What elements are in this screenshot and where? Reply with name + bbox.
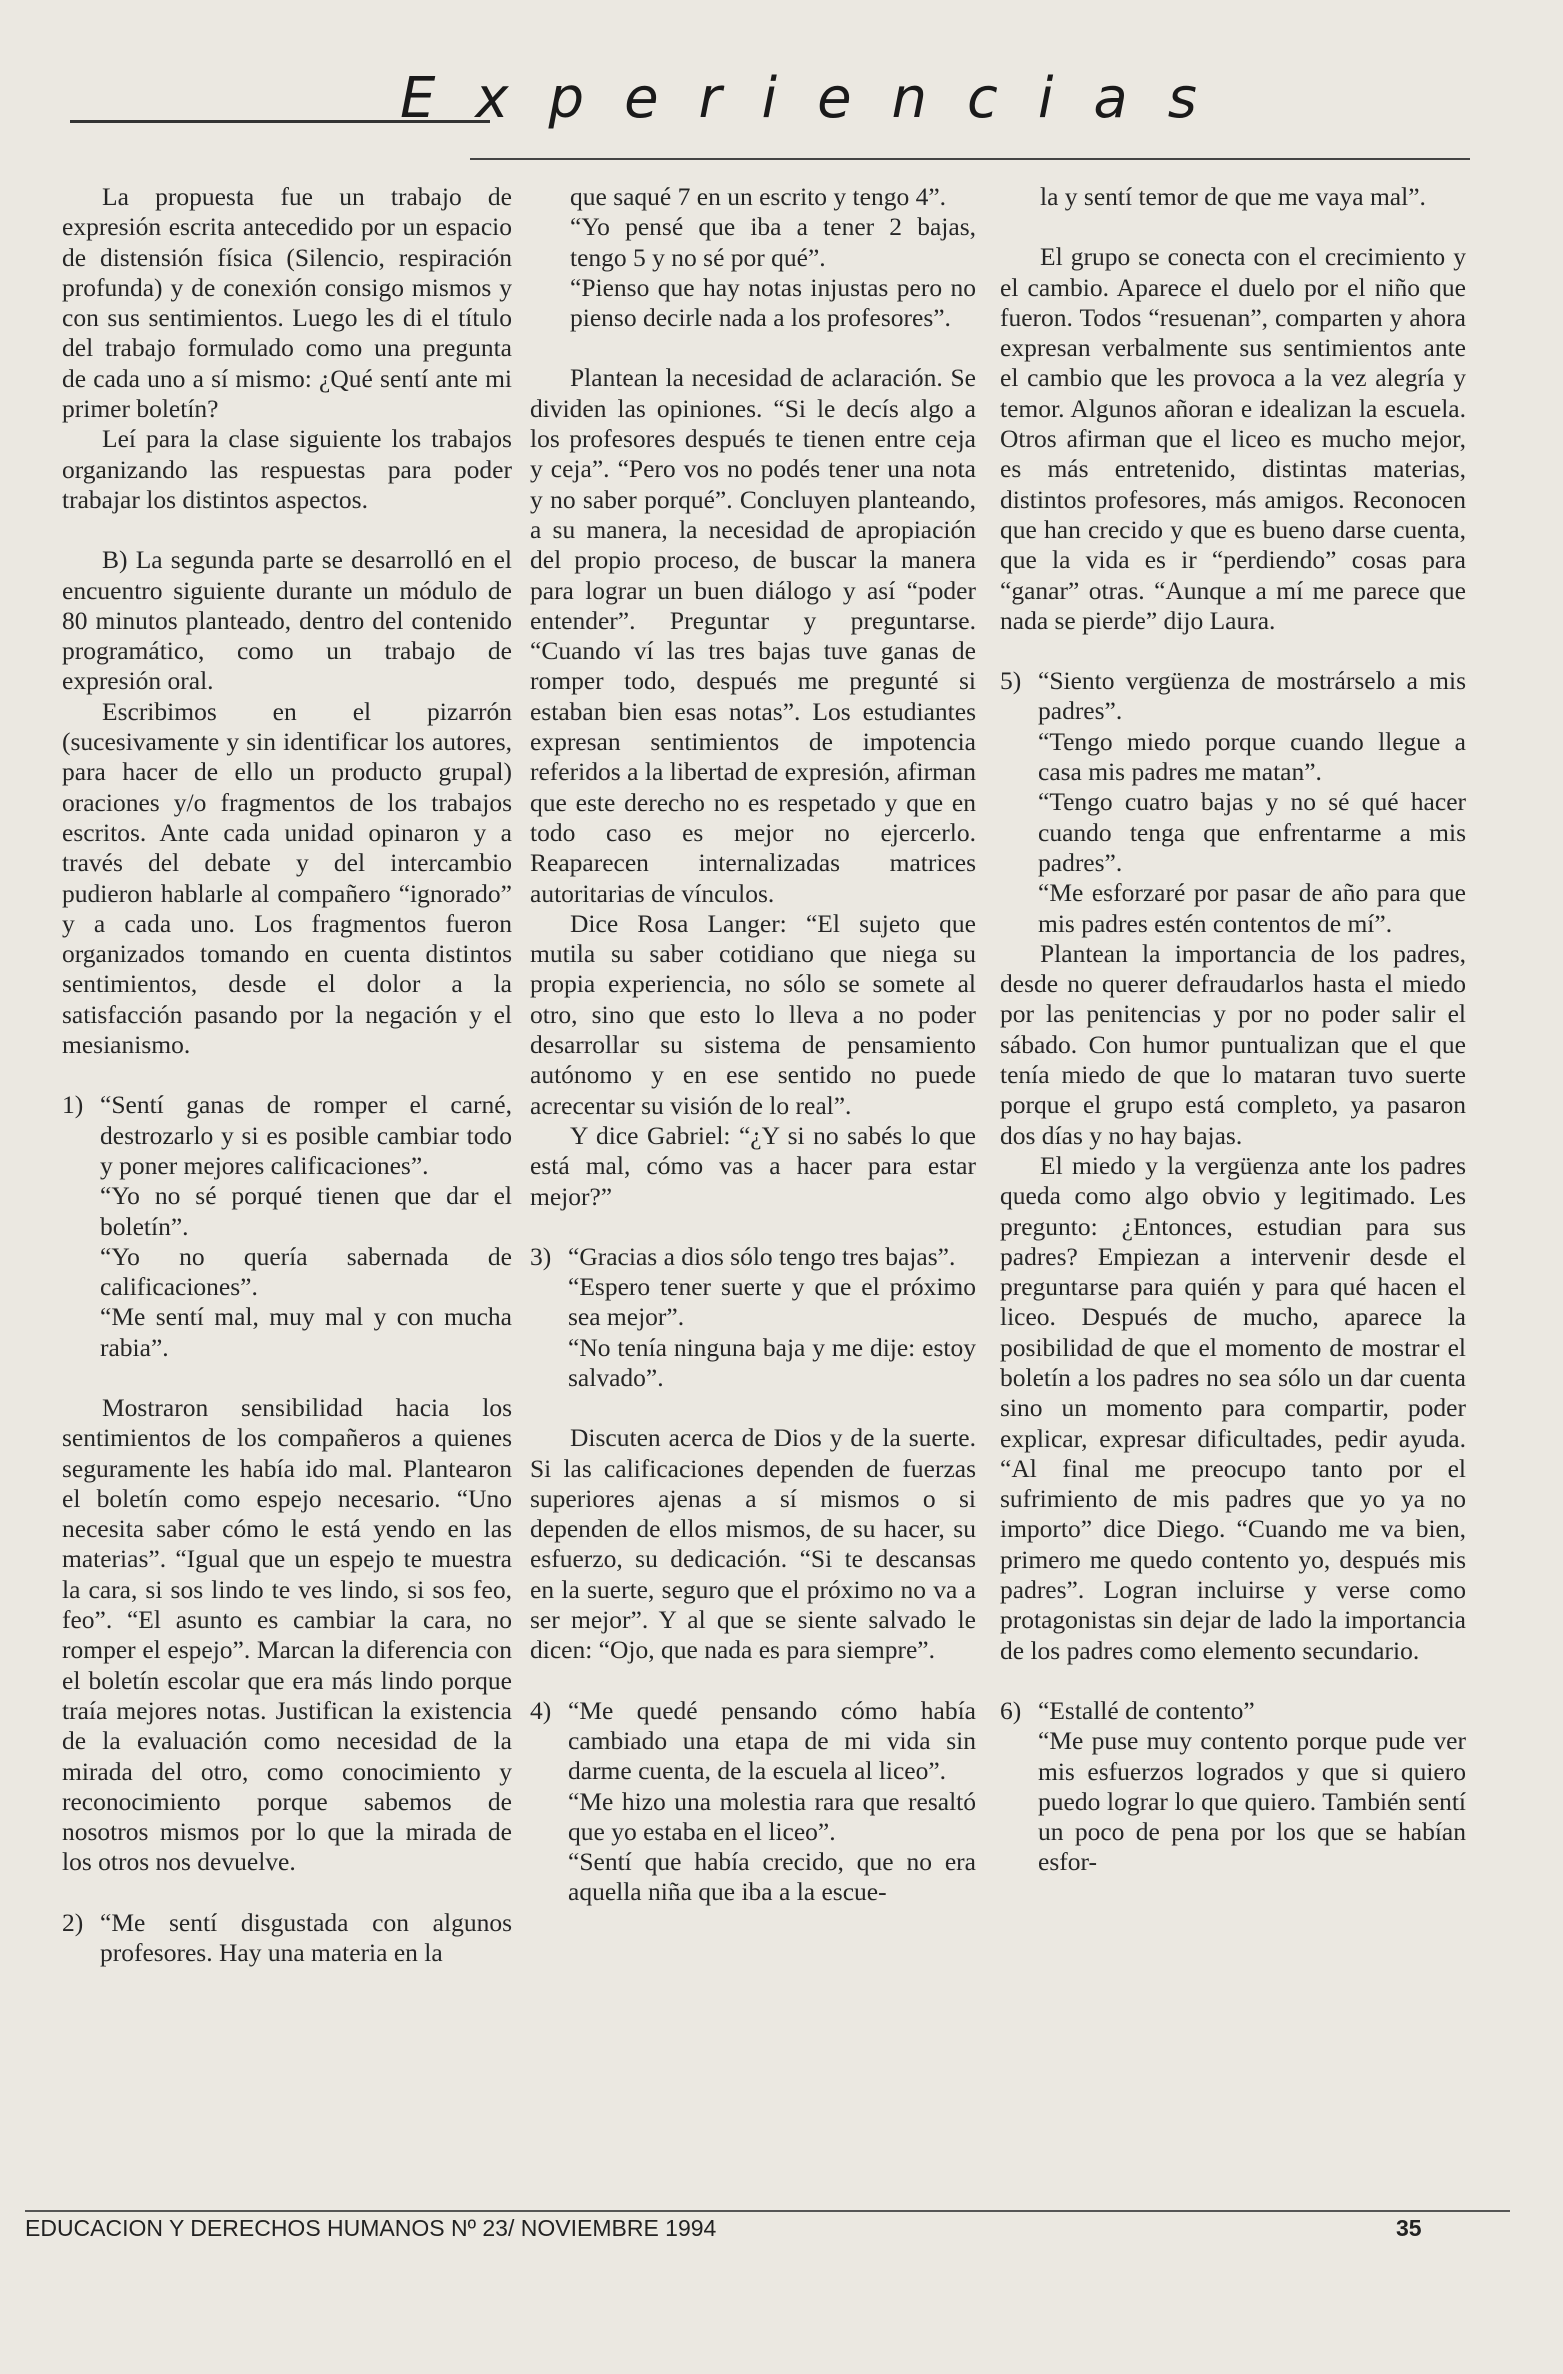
quote: “Tengo cuatro bajas y no sé qué hacer cuando tenga que enfrentarme a mis padres”.	[1038, 787, 1466, 877]
item-number: 4)	[530, 1695, 552, 1725]
page-header	[70, 62, 1470, 172]
paragraph: Mostraron sensibilidad hacia los sentimientos de los compañeros a quienes seguramente les había ido mal. Plantearon el boletín como espejo necesario. “Uno necesita saber cómo le está yendo en las materias”. “Igual que un espejo te muestra la cara, si sos lindo te ves lindo, si sos feo, feo”. “El asunto es cambiar la cara, no romper el espejo”. Marcan la diferencia con el boletín escolar que era más lindo porque traía mejores notas. Justifican la existencia de la evaluación como necesidad de la mirada del otro, como conocimiento y reconocimiento porque sabemos de nosotros mismos por lo que la mirada de los otros nos devuelve.	[62, 1392, 512, 1877]
quote: “Sentí que había crecido, que no era aquella niña que iba a la escue-	[568, 1847, 976, 1907]
quote: “Pienso que hay notas injustas pero no pienso decirle nada a los profesores”.	[570, 272, 976, 333]
paragraph: El grupo se conecta con el crecimiento y el cambio. Aparece el duelo por el niño que fueron. Todos “resuenan”, comparten y ahora expresan verbalmente sus sentimientos ante el cambio que les provoca a la vez alegría y temor. Algunos añoran e idealizan la escuela. Otros afirman que el liceo es mucho mejor, es más entretenido, distintas materias, distintos profesores, más amigos. Reconocen que han crecido y que es bueno darse cuenta, que la vida es ir “perdiendo” cosas para “ganar” otras. “Aunque a mí me parece que nada se pierde” dijo Laura.	[1000, 242, 1466, 635]
list-item-2-continued	[530, 182, 976, 333]
item-number: 5)	[1000, 666, 1022, 696]
quote: “Yo pensé que iba a tener 2 bajas, tengo 5 y no sé por qué”.	[570, 212, 976, 272]
paragraph: El miedo y la vergüenza ante los padres queda como algo obvio y legitimado. Les pregunto: ¿Entonces, estudian para sus padres? Empiezan a intervenir desde el preguntarse para quién y para qué hacen el liceo. Después de mucho, aparece la posibilidad de que el momento de mostrar el boletín a los padres no sea sólo un dar cuenta sino un momento para compartir, poder explicar, expresar dificultades, pedir ayuda. “Al final me preocupo tanto por el sufrimiento de mis padres que yo ya no importo” dice Diego. “Cuando me va bien, primero me quedo contento yo, después mis padres”. Logran incluirse y verse como protagonistas sin dejar de lado la importancia de los padres como elemento secundario.	[1000, 1150, 1466, 1665]
list-item-1	[62, 1090, 512, 1363]
list-item-4	[530, 1696, 976, 1908]
quote: “Gracias a dios sólo tengo tres bajas”.	[568, 1241, 956, 1271]
paragraph: Discuten acerca de Dios y de la suerte. Si las calificaciones dependen de fuerzas superiores ajenas a sí mismos o si dependen de ellos mismos, de su hacer, su esfuerzo, su dedicación. “Si te descansas en la suerte, seguro que el próximo no va a ser mejor”. Y al que se siente salvado le dicen: “Ojo, que nada es para siempre”.	[530, 1423, 976, 1665]
section-title: Experiencias	[400, 66, 1237, 131]
footer-rule	[25, 2210, 1510, 2212]
paragraph: Plantean la importancia de los padres, desde no querer defraudarlos hasta el miedo por las penitencias y por no poder salir el sábado. Con humor puntualizan que el que tenía miedo de que lo mataran tuvo suerte porque el grupo está completo, ya pasaron dos días y no hay bajas.	[1000, 938, 1466, 1150]
quote: que saqué 7 en un escrito y tengo 4”.	[570, 182, 947, 211]
header-rule-right	[470, 158, 1470, 160]
page-number: 35	[1396, 2215, 1422, 2241]
paragraph: Plantean la necesidad de aclaración. Se dividen las opiniones. “Si le decís algo a los profesores después te tienen entre ceja y ceja”. “Pero vos no podés tener una nota y no saber porqué”. Concluyen planteando, a su manera, la necesidad de apropiación del propio proceso, de buscar la manera para lograr un buen diálogo y así “poder entender”. Preguntar y preguntarse. “Cuando ví las tres bajas tuve ganas de romper todo, después me pregunté si estaban bien esas notas”. Los estudiantes expresan sentimientos de impotencia referidos a la libertad de expresión, afirman que este derecho no es respetado y que en todo caso es mejor no ejercerlo. Reaparecen internalizadas matrices autoritarias de vínculos.	[530, 363, 976, 908]
paragraph: Y dice Gabriel: “¿Y si no sabés lo que está mal, cómo vas a hacer para estar mejor?”	[530, 1120, 976, 1211]
quote: “Yo no sé porqué tienen que dar el boletín”.	[100, 1181, 512, 1241]
journal-footer: EDUCACION Y DERECHOS HUMANOS Nº 23/ NOVIEMBRE 1994	[25, 2215, 717, 2241]
paragraph: Leí para la clase siguiente los trabajos organizando las respuestas para poder trabajar los distintos aspectos.	[62, 424, 512, 514]
paragraph: Dice Rosa Langer: “El sujeto que mutila su saber cotidiano que niega su propia experiencia, no sólo se somete al otro, sino que esto lo lleva a no poder desarrollar su sistema de pensamiento autónomo y en ese sentido no puede acrecentar su visión de lo real”.	[530, 908, 976, 1120]
quote: “Yo no quería sabernada de calificaciones”.	[100, 1241, 512, 1302]
quote: “Sentí ganas de romper el carné, destrozarlo y si es posible cambiar todo y poner mejores calificaciones”.	[100, 1090, 512, 1180]
quote: “Estallé de contento”	[1038, 1695, 1255, 1725]
column-1	[62, 182, 512, 2182]
quote: “Me puse muy contento porque pude ver mis esfuerzos logrados y que si quiero puedo lograr lo que quiero. También sentí un poco de pena por los que se habían esfor-	[1038, 1726, 1466, 1877]
paragraph: Escribimos en el pizarrón (sucesivamente y sin identificar los autores, para hacer de ello un producto grupal) oraciones y/o fragmentos de los trabajos escritos. Ante cada unidad opinaron y a través del debate y del intercambio pudieron hablarle al compañero “ignorado” y a cada uno. Los fragmentos fueron organizados tomando en cuenta distintos sentimientos, desde el dolor a la satisfacción pasando por la negación y el mesianismo.	[62, 696, 512, 1060]
quote: “Me sentí disgustada con algunos profesores. Hay una materia en la	[100, 1907, 512, 1968]
item-number: 2)	[62, 1907, 84, 1937]
paragraph: La propuesta fue un trabajo de expresión escrita antecedido por un espacio de distensión física (Silencio, respiración profunda) y de conexión consigo mismos y con sus sentimientos. Luego les di el título del trabajo formulado como una pregunta de cada uno a sí mismo: ¿Qué sentí ante mi primer boletín?	[62, 182, 512, 424]
quote: “No tenía ninguna baja y me dije: estoy salvado”.	[568, 1332, 976, 1392]
column-3	[1000, 182, 1466, 2182]
list-item-2	[62, 1908, 512, 1969]
quote: “Me hizo una molestia rara que resaltó que yo estaba en el liceo”.	[568, 1786, 976, 1846]
list-item-6	[1000, 1696, 1466, 1878]
quote: “Espero tener suerte y que el próximo sea mejor”.	[568, 1272, 976, 1332]
paragraph: B) La segunda parte se desarrolló en el encuentro siguiente durante un módulo de 80 minutos planteado, dentro del contenido programático, como un trabajo de expresión oral.	[62, 545, 512, 696]
item-number: 3)	[530, 1241, 552, 1271]
quote: “Tengo miedo porque cuando llegue a casa mis padres me matan”.	[1038, 726, 1466, 787]
quote: la y sentí temor de que me vaya mal”.	[1040, 182, 1426, 211]
list-item-5	[1000, 666, 1466, 939]
item-number: 6)	[1000, 1695, 1022, 1725]
column-2	[530, 182, 976, 2182]
quote: “Me esforzaré por pasar de año para que mis padres estén contentos de mí”.	[1038, 878, 1466, 938]
list-item-4-continued	[1000, 182, 1466, 212]
quote: “Siento vergüenza de mostrárselo a mis padres”.	[1038, 666, 1466, 726]
quote: “Me sentí mal, muy mal y con mucha rabia”.	[100, 1302, 512, 1362]
quote: “Me quedé pensando cómo había cambiado una etapa de mi vida sin darme cuenta, de la escuela al liceo”.	[568, 1695, 976, 1786]
item-number: 1)	[62, 1090, 84, 1120]
list-item-3	[530, 1242, 976, 1393]
